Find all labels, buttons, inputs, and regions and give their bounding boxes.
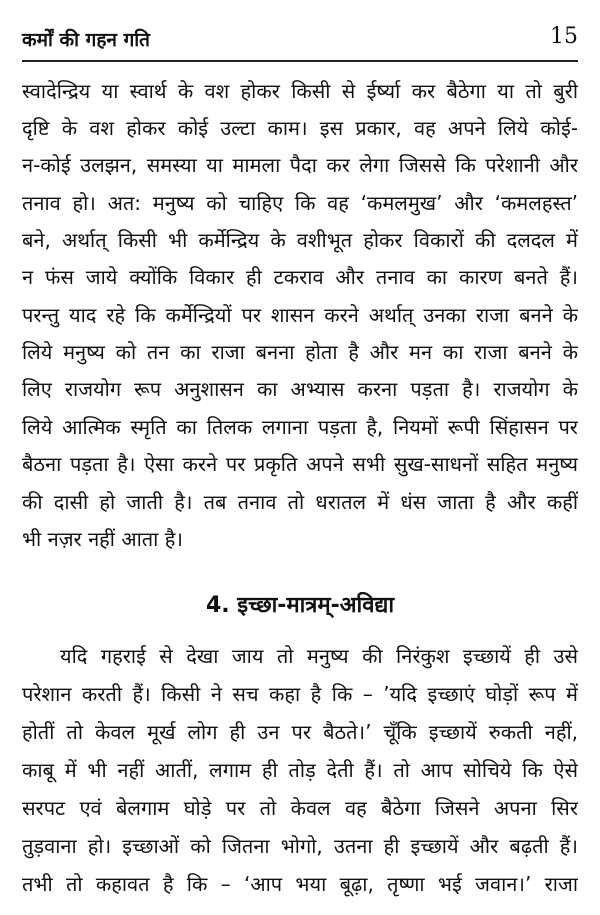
text-line: भी नज़र नहीं आता है। (22, 527, 183, 551)
text-line: न फंस जाये क्योंकि विकार ही टकराव और तनाव का कारण बनते हैं। (22, 265, 578, 289)
text-line: परन्तु याद रहे कि कर्मेन्द्रियों पर शासन करने अर्थात् उनका राजा बनने के (22, 303, 578, 327)
running-title: कर्मों की गहन गति (22, 29, 151, 51)
text-line: काबू में भी नहीं आतीं, लगाम ही तोड़ देती हैं। तो आप सोचिये कि ऐसे (22, 758, 578, 782)
text-line: लिए राजयोग रूप अनुशासन का अभ्यास करना पड़ता है। राजयोग के (22, 377, 578, 401)
text-line: दृष्टि के वश होकर कोई उल्टा काम। इस प्रकार, वह अपने लिये कोई- (22, 116, 578, 140)
text-line: की दासी हो जाती है। तब तनाव तो धरातल में धंस जाता है और कहीं (22, 490, 578, 514)
text-line: तभी तो कहावत है कि – ‘आप भया बूढ़ा, तृष्णा भई जवान।’ राजा (22, 872, 578, 896)
page-header (22, 24, 578, 62)
text-line: लिये आत्मिक स्मृति का तिलक लगाना पड़ता है, नियमों रूपी सिंहासन पर (22, 415, 578, 439)
text-line: न-कोई उलझन, समस्या या मामला पैदा कर लेगा जिससे कि परेशानी और (22, 153, 578, 177)
text-line: लिये मनुष्य को तन का राजा बनना होता है और मन का राजा बनने के (22, 340, 578, 364)
text-line: होतीं तो केवल मूर्ख लोग ही उन पर बैठते।’ चूँकि इच्छायें रुकती नहीं, (22, 720, 578, 744)
text-line: बने, अर्थात् किसी भी कर्मेन्द्रिय के वशीभूत होकर विकारों की दलदल में (22, 228, 578, 252)
text-line: तनाव हो। अत: मनुष्य को चाहिए कि वह ‘कमलमुख’ और ‘कमलहस्त’ (22, 191, 578, 215)
text-line: तुड़वाना हो। इच्छाओं को जितना भोगो, उतना ही इच्छायें और बढ़ती हैं। (22, 834, 578, 858)
page-number: 15 (550, 24, 578, 49)
text-line: यदि गहराई से देखा जाय तो मनुष्य की निरंकुश इच्छायें ही उसे (60, 644, 578, 668)
section-heading: 4. इच्छा-मात्रम्-अविद्या (205, 593, 395, 618)
text-line: स्वादेन्द्रिय या स्वार्थ के वश होकर किसी से ईर्ष्या कर बैठेगा या तो बुरी (22, 79, 578, 103)
text-line: बैठना पड़ता है। ऐसा करने पर प्रकृति अपने सभी सुख-साधनों सहित मनुष्य (22, 452, 578, 476)
text-line: सरपट एवं बेलगाम घोड़े पर तो केवल वह बैठेगा जिसने अपना सिर (22, 796, 578, 820)
text-line: परेशान करती हैं। किसी ने सच कहा है कि – ’यदि इच्छाएं घोड़ों रूप में (22, 682, 578, 706)
